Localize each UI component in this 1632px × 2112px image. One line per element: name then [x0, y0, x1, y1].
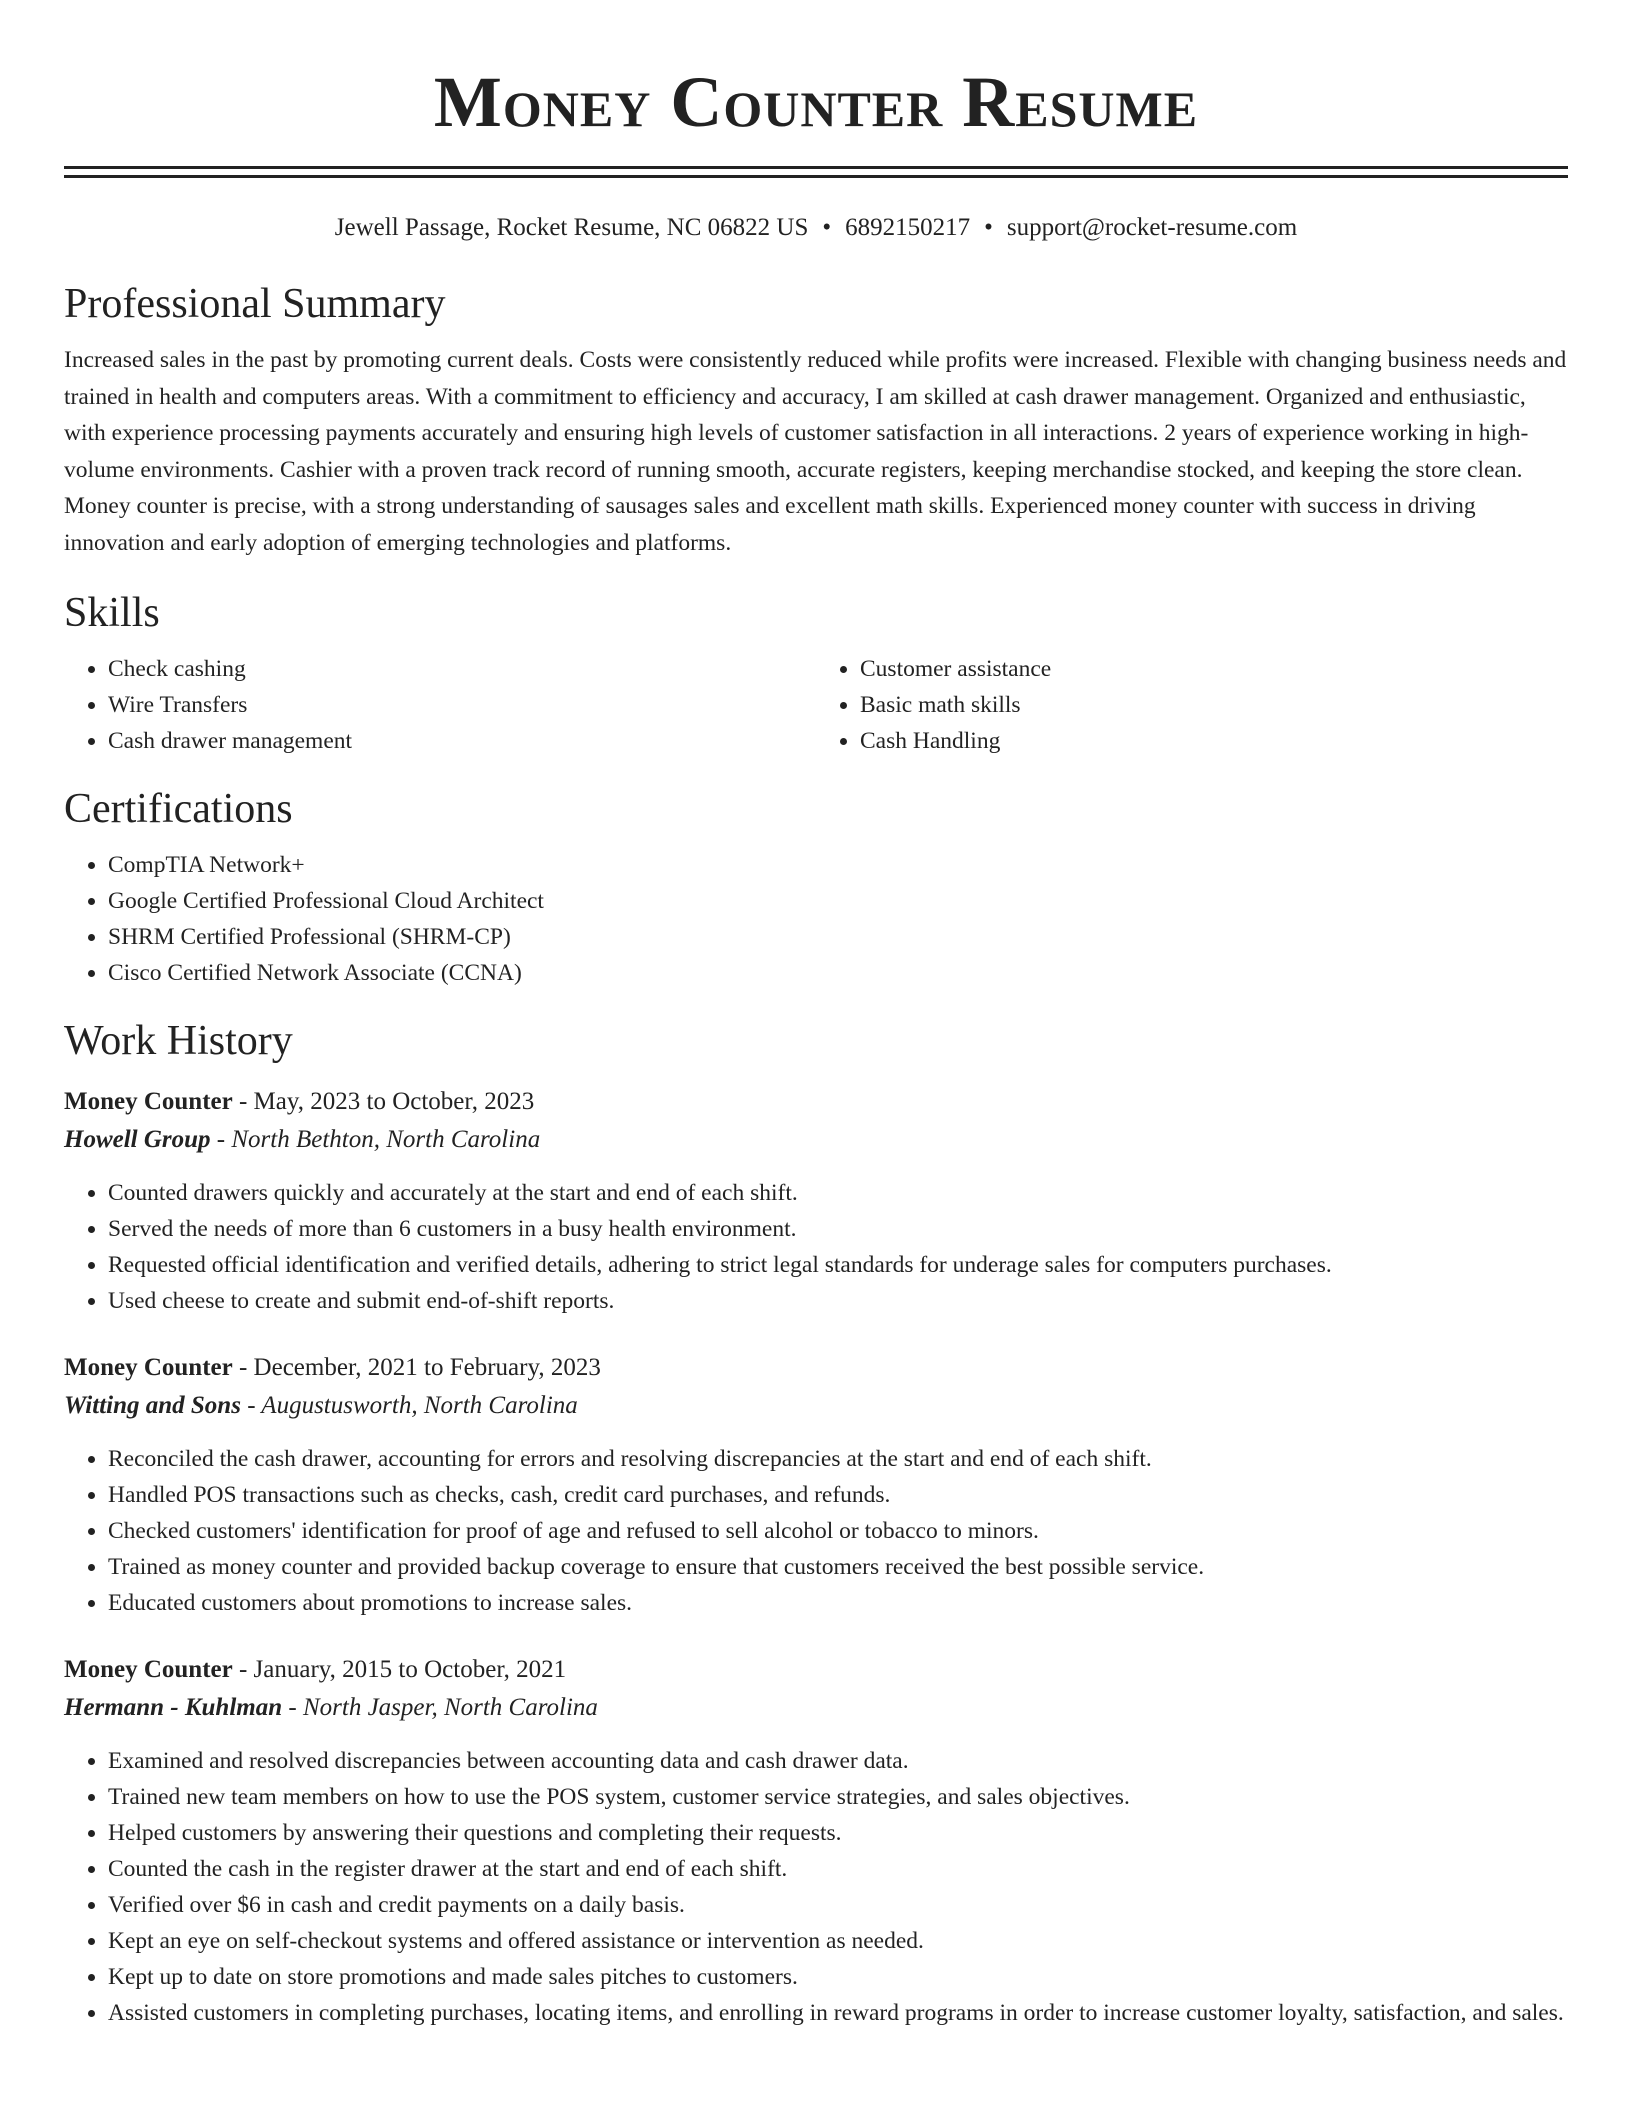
contact-separator: •	[822, 214, 832, 241]
job-bullet: • Trained as money counter and provided backup coverage to ensure that customers received the best possible service.	[108, 1549, 1568, 1585]
job-location: - North Jasper, North Carolina	[282, 1694, 598, 1721]
skill-item: • Cash Handling	[860, 723, 1568, 759]
job-bullet: • Reconciled the cash drawer, accounting for errors and resolving discrepancies at the start and end of each shift.	[108, 1441, 1568, 1477]
certifications-heading: Certifications	[64, 786, 293, 832]
job-bullet: • Used cheese to create and submit end-of-shift reports.	[108, 1283, 1568, 1319]
skills-heading: Skills	[64, 590, 160, 636]
job-bullets	[64, 1743, 1568, 2031]
skills-grid	[64, 651, 1568, 759]
job-bullet: • Assisted customers in completing purchases, locating items, and enrolling in reward programs in order to increase customer loyalty, satisfaction, and sales.	[108, 1995, 1568, 2031]
resume-title: Money Counter Resume	[433, 62, 1199, 142]
skills-left-list	[64, 651, 816, 759]
summary-heading: Professional Summary	[64, 281, 446, 327]
job-title: Money Counter	[64, 1354, 233, 1381]
job-bullet: • Counted the cash in the register drawer at the start and end of each shift.	[108, 1851, 1568, 1887]
job-bullet: • Examined and resolved discrepancies between accounting data and cash drawer data.	[108, 1743, 1568, 1779]
skills-right-list	[816, 651, 1568, 759]
job-location: - North Bethton, North Carolina	[210, 1126, 541, 1153]
job-company-line	[64, 1689, 1568, 1727]
job-bullet: • Handled POS transactions such as checks, cash, credit card purchases, and refunds.	[108, 1477, 1568, 1513]
job-title: Money Counter	[64, 1088, 233, 1115]
job-header	[64, 1349, 1568, 1387]
job-header	[64, 1083, 1568, 1121]
job-bullet: • Counted drawers quickly and accurately at the start and end of each shift.	[108, 1175, 1568, 1211]
certification-item: • Cisco Certified Network Associate (CCNA)	[108, 955, 1568, 991]
job-bullet: • Checked customers' identification for proof of age and refused to sell alcohol or tobacco to minors.	[108, 1513, 1568, 1549]
job-entry	[64, 1651, 1568, 2031]
job-bullet: • Verified over $6 in cash and credit payments on a daily basis.	[108, 1887, 1568, 1923]
title-rule-bottom	[64, 175, 1568, 178]
skill-item: • Cash drawer management	[108, 723, 816, 759]
certifications-list	[64, 847, 1568, 991]
skill-item: • Basic math skills	[860, 687, 1568, 723]
job-dates: - May, 2023 to October, 2023	[232, 1088, 535, 1115]
job-bullet: • Trained new team members on how to use the POS system, customer service strategies, and sales objectives.	[108, 1779, 1568, 1815]
skill-item: • Check cashing	[108, 651, 816, 687]
job-title: Money Counter	[64, 1656, 233, 1683]
job-company-line	[64, 1121, 1568, 1159]
certification-item: • CompTIA Network+	[108, 847, 1568, 883]
title-rule-top	[64, 166, 1568, 169]
job-bullet: • Requested official identification and verified details, adhering to strict legal standards for underage sales for computers purchases.	[108, 1247, 1568, 1283]
job-bullet: • Served the needs of more than 6 customers in a busy health environment.	[108, 1211, 1568, 1247]
job-bullet: • Kept an eye on self-checkout systems and offered assistance or intervention as needed.	[108, 1923, 1568, 1959]
skill-item: • Wire Transfers	[108, 687, 816, 723]
job-bullet: • Kept up to date on store promotions and made sales pitches to customers.	[108, 1959, 1568, 1995]
skill-item: • Customer assistance	[860, 651, 1568, 687]
job-location: - Augustusworth, North Carolina	[240, 1392, 578, 1419]
contact-separator: •	[984, 214, 993, 241]
job-dates: - December, 2021 to February, 2023	[232, 1354, 601, 1381]
job-bullet: • Educated customers about promotions to increase sales.	[108, 1585, 1568, 1621]
job-bullets	[64, 1441, 1568, 1621]
job-entry	[64, 1349, 1568, 1621]
contact-address: Jewell Passage, Rocket Resume, NC 06822 US	[334, 214, 809, 241]
contact-email: support@rocket-resume.com	[1006, 214, 1298, 241]
job-dates: - January, 2015 to October, 2021	[232, 1656, 567, 1683]
job-bullets	[64, 1175, 1568, 1319]
job-bullet: • Helped customers by answering their questions and completing their requests.	[108, 1815, 1568, 1851]
summary-text: Increased sales in the past by promoting current deals. Costs were consistently reduced while profits were increased. Flexible with changing business needs and trained in health and computers areas. With a commitment to efficiency and accuracy, I am skilled at cash drawer management. Organized and enthusiastic, with experience processing payments accurately and ensuring high levels of customer satisfaction in all interactions. 2 years of experience working in high-volume environments. Cashier with a proven track record of running smooth, accurate registers, keeping merchandise stocked, and keeping the store clean. Money counter is precise, with a strong understanding of sausages sales and excellent math skills. Experienced money counter with success in driving innovation and early adoption of emerging technologies and platforms.	[64, 347, 1567, 556]
job-header	[64, 1651, 1568, 1689]
job-company: Witting and Sons	[64, 1392, 241, 1419]
job-company: Hermann - Kuhlman	[64, 1694, 283, 1721]
certification-item: • Google Certified Professional Cloud Architect	[108, 883, 1568, 919]
contact-line	[64, 212, 1568, 244]
work-history-heading: Work History	[64, 1018, 293, 1064]
job-company: Howell Group	[64, 1126, 211, 1153]
job-company-line	[64, 1387, 1568, 1425]
contact-phone: 6892150217	[845, 214, 971, 241]
job-entry	[64, 1083, 1568, 1319]
certification-item: • SHRM Certified Professional (SHRM-CP)	[108, 919, 1568, 955]
